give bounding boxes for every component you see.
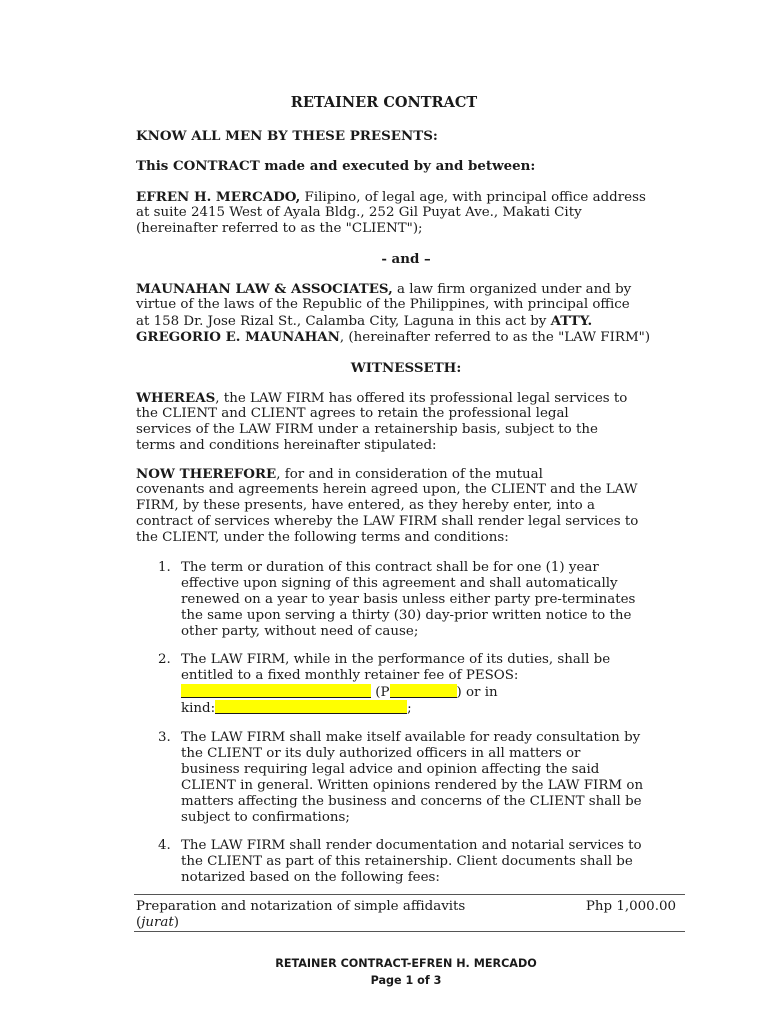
- firm-line-4: GREGORIO E. MAUNAHAN, (hereinafter referred to as the "LAW FIRM"): [136, 329, 651, 345]
- firm-line-3: at 158 Dr. Jose Rizal St., Calamba City, Laguna in this act by ATTY.: [136, 313, 593, 329]
- attorney-name: GREGORIO E. MAUNAHAN: [136, 329, 340, 345]
- fee-row-1-description: Preparation and notarization of simple affidavits: [136, 899, 466, 914]
- fee-table-bottom-rule: [134, 931, 685, 932]
- and-separator: - and –: [381, 251, 431, 267]
- client-line-2: at suite 2415 West of Ayala Bldg., 252 Gil Puyat Ave., Makati City: [136, 205, 582, 220]
- item-2-line-3: (P ) or in: [181, 684, 498, 701]
- item-2-line-1: The LAW FIRM, while in the performance of its duties, shall be: [181, 652, 611, 667]
- item-3-line-5: matters affecting the business and concerns of the CLIENT shall be: [181, 794, 642, 809]
- whereas-line-4: terms and conditions hereinafter stipulated:: [136, 438, 437, 453]
- item-3-line-3: business requiring legal advice and opinion affecting the said: [181, 762, 600, 777]
- item-2-line-2: entitled to a fixed monthly retainer fee of PESOS:: [181, 668, 519, 683]
- item-4-line-3: notarized based on the following fees:: [181, 870, 440, 885]
- footer-page-number: Page 1 of 3: [370, 974, 442, 987]
- fee-table-top-rule: [134, 894, 685, 895]
- firm-line-1: MAUNAHAN LAW & ASSOCIATES, a law firm organized under and by: [136, 281, 632, 297]
- item-3-line-1: The LAW FIRM shall make itself available for ready consultation by: [181, 730, 641, 745]
- fee-amount-blank[interactable]: [390, 684, 457, 698]
- whereas-line-1: WHEREAS, the LAW FIRM has offered its professional legal services to: [136, 390, 628, 406]
- item-1-line-1: The term or duration of this contract shall be for one (1) year: [181, 560, 599, 575]
- item-1-line-2: effective upon signing of this agreement and shall automatically: [181, 576, 618, 591]
- item-3-line-2: the CLIENT or its duly authorized officers in all matters or: [181, 746, 581, 761]
- item-2-number: 2.: [158, 652, 171, 667]
- item-4-number: 4.: [158, 838, 171, 853]
- now-therefore-line-3: FIRM, by these presents, have entered, as they hereby enter, into a: [136, 498, 595, 513]
- intro-line: This CONTRACT made and executed by and between:: [136, 158, 536, 174]
- whereas-line-3: services of the LAW FIRM under a retainership basis, subject to the: [136, 422, 598, 437]
- client-line-3: (hereinafter referred to as the "CLIENT");: [136, 221, 423, 236]
- client-line-1: EFREN H. MERCADO, Filipino, of legal age, with principal office address: [136, 189, 646, 205]
- fee-row-1-subtext: (jurat): [136, 915, 180, 930]
- firm-line-2: virtue of the laws of the Republic of the Philippines, with principal office: [136, 297, 630, 312]
- document-title: RETAINER CONTRACT: [290, 94, 478, 111]
- fee-kind-blank[interactable]: [215, 700, 407, 714]
- fee-words-blank[interactable]: [181, 684, 371, 698]
- item-1-line-4: the same upon serving a thirty (30) day-prior written notice to the: [181, 608, 632, 623]
- preamble: KNOW ALL MEN BY THESE PRESENTS:: [136, 128, 438, 144]
- client-name: EFREN H. MERCADO,: [136, 189, 301, 205]
- now-therefore-line-4: contract of services whereby the LAW FIRM shall render legal services to: [136, 514, 639, 529]
- fee-row-1-amount: Php 1,000.00: [585, 899, 676, 914]
- firm-name: MAUNAHAN LAW & ASSOCIATES,: [136, 281, 393, 297]
- item-2-line-4: kind: ;: [181, 701, 412, 716]
- item-1-line-3: renewed on a year to year basis unless either party pre-terminates: [181, 592, 636, 607]
- whereas-line-2: the CLIENT and CLIENT agrees to retain the professional legal: [136, 406, 569, 421]
- item-1-number: 1.: [158, 560, 171, 575]
- witnesseth-heading: WITNESSETH:: [350, 360, 462, 376]
- item-3-line-4: CLIENT in general. Written opinions rendered by the LAW FIRM on: [181, 778, 644, 793]
- now-therefore-line-5: the CLIENT, under the following terms and conditions:: [136, 530, 509, 545]
- item-4-line-1: The LAW FIRM shall render documentation and notarial services to: [181, 838, 642, 853]
- item-3-number: 3.: [158, 730, 171, 745]
- item-3-line-6: subject to confirmations;: [181, 810, 350, 825]
- item-1-line-5: other party, without need of cause;: [181, 624, 419, 639]
- now-therefore-line-2: covenants and agreements herein agreed upon, the CLIENT and the LAW: [136, 482, 638, 497]
- footer-title: RETAINER CONTRACT-EFREN H. MERCADO: [275, 957, 537, 970]
- now-therefore-line-1: NOW THEREFORE, for and in consideration of the mutual: [136, 466, 543, 482]
- item-4-line-2: the CLIENT as part of this retainership. Client documents shall be: [181, 854, 633, 869]
